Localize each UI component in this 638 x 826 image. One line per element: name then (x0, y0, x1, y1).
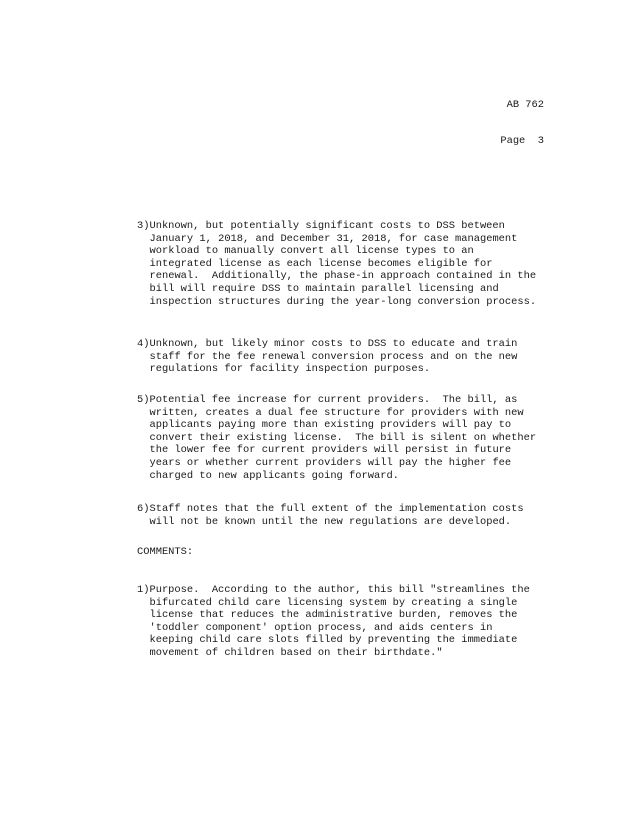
text-line: January 1, 2018, and December 31, 2018, for case management (149, 232, 518, 245)
text-line: 5)Potential fee increase for current providers. The bill, as (137, 394, 518, 406)
text-line: inspection structures during the year-long conversion process. (149, 295, 537, 308)
text-line: license that reduces the administrative burden, removes the (149, 609, 518, 622)
text-line: staff for the fee renewal conversion process and on the new (149, 350, 518, 363)
text-line: will not be known until the new regulations are developed. (149, 515, 512, 528)
text-line: renewal. Additionally, the phase-in approach contained in the (149, 270, 537, 283)
text-line: 4)Unknown, but likely minor costs to DSS to educate and train (137, 338, 518, 350)
text-line: regulations for facility inspection purposes. (149, 363, 431, 376)
text-line: 1)Purpose. According to the author, this bill "streamlines the (137, 584, 530, 596)
comment-item-1 (137, 584, 577, 660)
text-line: written, creates a dual fee structure for providers with new (149, 406, 524, 419)
fiscal-item-5 (137, 394, 577, 482)
text-line: bifurcated child care licensing system by creating a single (149, 596, 518, 609)
text-line: 'toddler component' option process, and aids centers in (149, 621, 493, 634)
text-line: the lower fee for current providers will persist in future (149, 444, 512, 457)
bill-number: AB 762 (506, 99, 544, 111)
text-line: integrated license as each license becomes eligible for (149, 257, 493, 270)
fiscal-item-3 (137, 220, 577, 308)
text-line: applicants paying more than existing providers will pay to (149, 419, 512, 432)
fiscal-item-4 (137, 338, 577, 376)
text-line: charged to new applicants going forward. (149, 469, 399, 482)
text-line: years or whether current providers will pay the higher fee (149, 456, 512, 469)
text-line: 6)Staff notes that the full extent of the implementation costs (137, 503, 524, 515)
section-heading: COMMENTS: (137, 546, 194, 558)
page-number: Page 3 (500, 135, 544, 147)
text-line: 3)Unknown, but potentially significant costs to DSS between (137, 220, 505, 232)
fiscal-item-6 (137, 503, 577, 528)
text-line: convert their existing license. The bill is silent on whether (149, 431, 537, 444)
text-line: keeping child care slots filled by preventing the immediate (149, 634, 518, 647)
text-line: workload to manually convert all license types to an (149, 245, 474, 258)
text-line: movement of children based on their birthdate." (149, 646, 443, 659)
comments-heading (137, 546, 577, 559)
text-line: bill will require DSS to maintain parallel licensing and (149, 282, 499, 295)
